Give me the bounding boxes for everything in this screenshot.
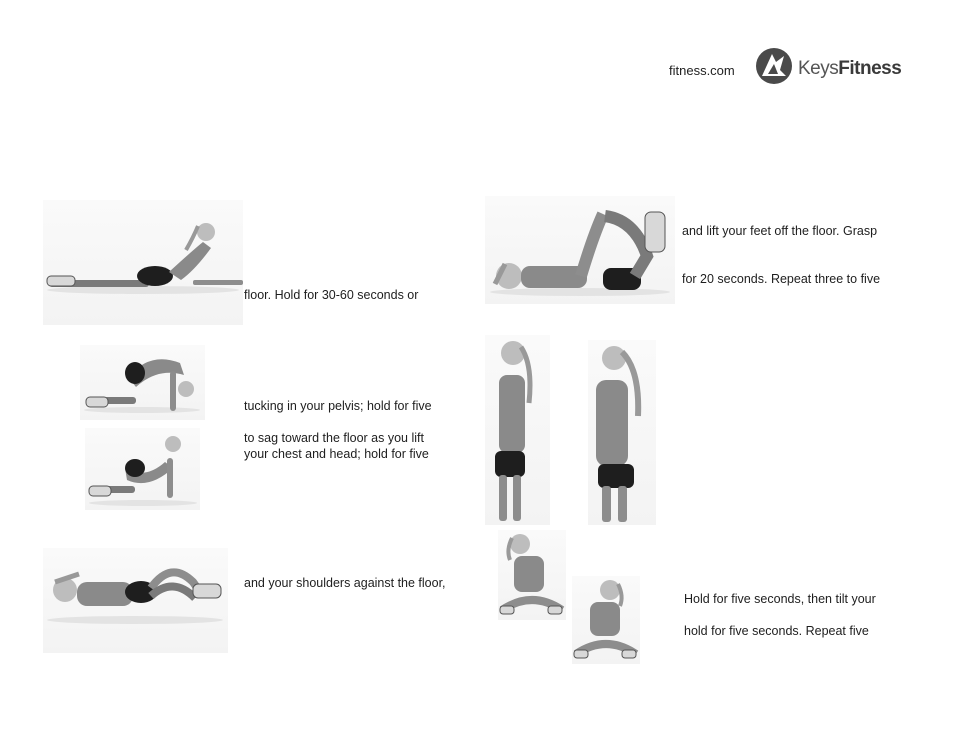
knees-to-chest-caption-line2: for 20 seconds. Repeat three to five — [682, 272, 881, 286]
site-url: fitness.com — [669, 63, 735, 78]
keys-fitness-logo — [754, 46, 914, 88]
cat-sag-caption-line1: to sag toward the floor as you lift — [244, 431, 424, 445]
cat-arch-photo — [80, 345, 205, 420]
prone-pressup-caption: floor. Hold for 30-60 seconds or — [244, 288, 419, 302]
cat-sag-photo — [85, 428, 200, 510]
cat-sag-caption-line2: your chest and head; hold for five — [244, 447, 429, 461]
standing-posture-photo-2 — [588, 340, 656, 525]
prone-pressup-photo — [43, 200, 243, 325]
logo-word-keys: Keys — [798, 58, 839, 79]
seated-neck-tilt-photo-2 — [572, 576, 640, 664]
logo-word-fitness: Fitness — [838, 58, 902, 79]
lying-twist-caption: and your shoulders against the floor, — [244, 576, 446, 590]
knees-to-chest-caption-line1: and lift your feet off the floor. Grasp — [682, 224, 878, 238]
lying-twist-photo — [43, 548, 228, 653]
logo-mark-icon — [754, 46, 794, 86]
knees-to-chest-photo — [485, 196, 675, 304]
seated-neck-tilt-photo-1 — [498, 530, 566, 620]
neck-tilt-caption-line1: Hold for five seconds, then tilt your — [684, 592, 876, 606]
standing-posture-photo-1 — [485, 335, 550, 525]
cat-arch-caption: tucking in your pelvis; hold for five — [244, 399, 432, 413]
neck-tilt-caption-line2: hold for five seconds. Repeat five — [684, 624, 869, 638]
